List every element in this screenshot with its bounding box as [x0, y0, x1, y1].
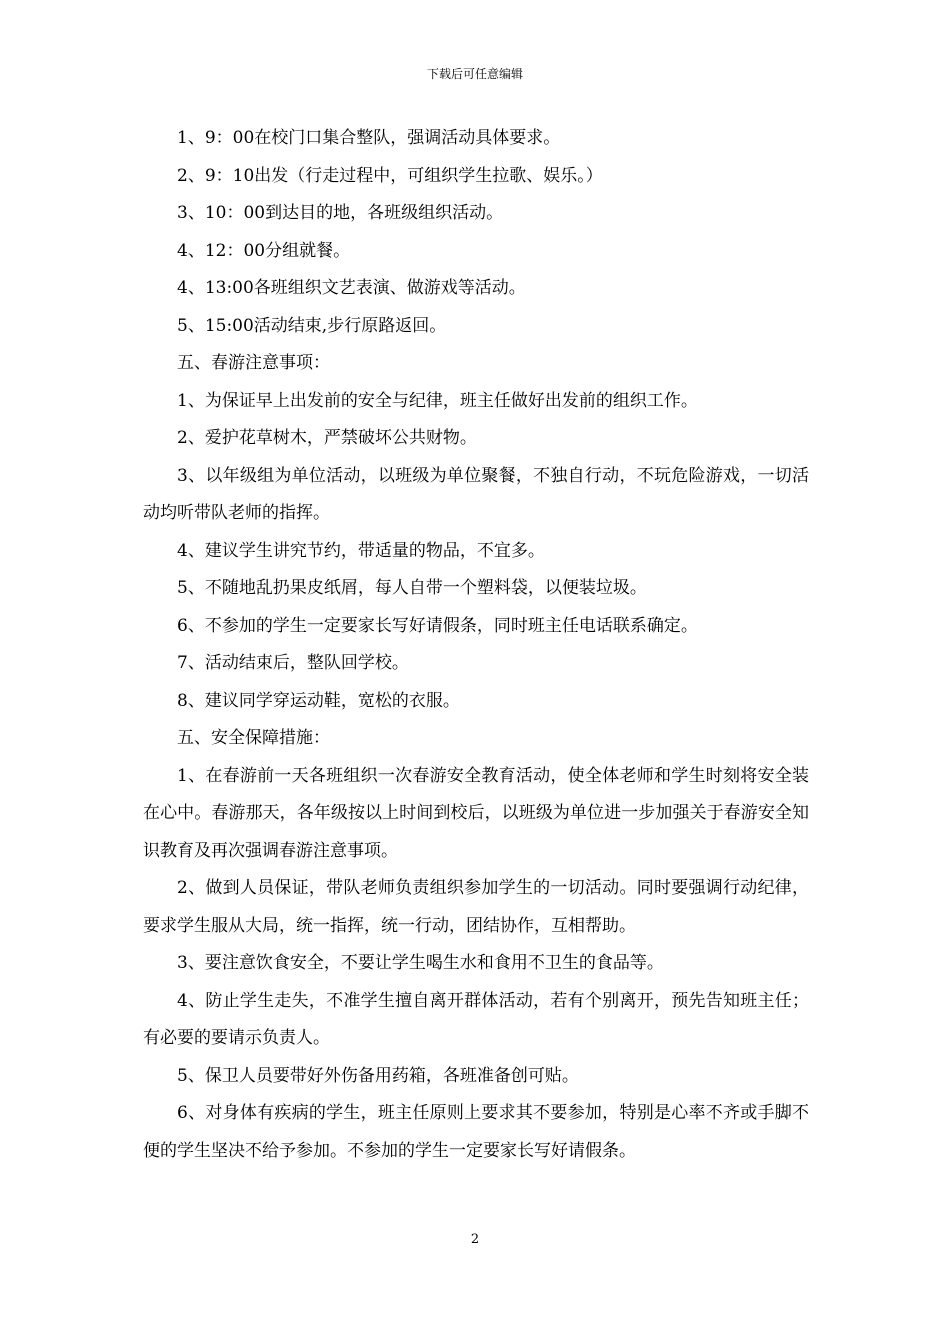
paragraph-note-6: 6、不参加的学生一定要家长写好请假条，同时班主任电话联系确定。 [177, 615, 698, 636]
paragraph-schedule-5: 4、13:00各班组织文艺表演、做游戏等活动。 [177, 278, 526, 298]
paragraph-safety-1: 1、在春游前一天各班组织一次春游安全教育活动，使全体老师和学生时刻将安全装在心中。春游那天，各年级按以上时间到校后，以班级为单位进一步加强关于春游安全知识教育及再次强调春游注意事项。 [143, 765, 809, 861]
paragraph-schedule-2: 2、9：10出发（行走过程中，可组织学生拉歌、娱乐。） [177, 165, 603, 186]
page-number: 2 [470, 1232, 480, 1247]
paragraph-safety-4: 4、防止学生走失，不准学生擅自离开群体活动，若有个别离开，预先告知班主任；有必要的要请示负责人。 [143, 990, 809, 1048]
paragraph-safety-3: 3、要注意饮食安全，不要让学生喝生水和食用不卫生的食品等。 [177, 953, 664, 973]
page-header: 下载后可任意编辑 [426, 67, 523, 81]
paragraph-note-4: 4、建议学生讲究节约，带适量的物品，不宜多。 [177, 540, 545, 561]
paragraph-schedule-4: 4、12：00分组就餐。 [177, 240, 351, 261]
paragraph-note-2: 2、爱护花草树木，严禁破坏公共财物。 [177, 428, 477, 448]
paragraph-note-7: 7、活动结束后，整队回学校。 [177, 653, 409, 673]
paragraph-note-1: 1、为保证早上出发前的安全与纪律，班主任做好出发前的组织工作。 [177, 390, 698, 411]
document-body [143, 120, 809, 1170]
paragraph-note-5: 5、不随地乱扔果皮纸屑，每人自带一个塑料袋，以便装垃圾。 [177, 578, 647, 598]
paragraph-schedule-1: 1、9：00在校门口集合整队，强调活动具体要求。 [177, 128, 561, 148]
section-heading-safety: 五、安全保障措施： [177, 728, 330, 748]
paragraph-schedule-6: 5、15:00活动结束,步行原路返回。 [177, 315, 447, 336]
paragraph-safety-2: 2、做到人员保证，带队老师负责组织参加学生的一切活动。同时要强调行动纪律，要求学生服从大局，统一指挥，统一行动，团结协作，互相帮助。 [143, 878, 809, 936]
section-heading-notes: 五、春游注意事项： [177, 353, 330, 373]
paragraph-safety-6: 6、对身体有疾病的学生，班主任原则上要求其不要参加，特别是心率不齐或手脚不便的学生坚决不给予参加。不参加的学生一定要家长写好请假条。 [143, 1103, 809, 1161]
paragraph-note-3: 3、以年级组为单位活动，以班级为单位聚餐，不独自行动，不玩危险游戏，一切活动均听带队老师的指挥。 [143, 465, 809, 523]
paragraph-note-8: 8、建议同学穿运动鞋，宽松的衣服。 [177, 690, 460, 711]
paragraph-safety-5: 5、保卫人员要带好外伤备用药箱，各班准备创可贴。 [177, 1065, 579, 1086]
paragraph-schedule-3: 3、10：00到达目的地，各班级组织活动。 [177, 203, 504, 223]
